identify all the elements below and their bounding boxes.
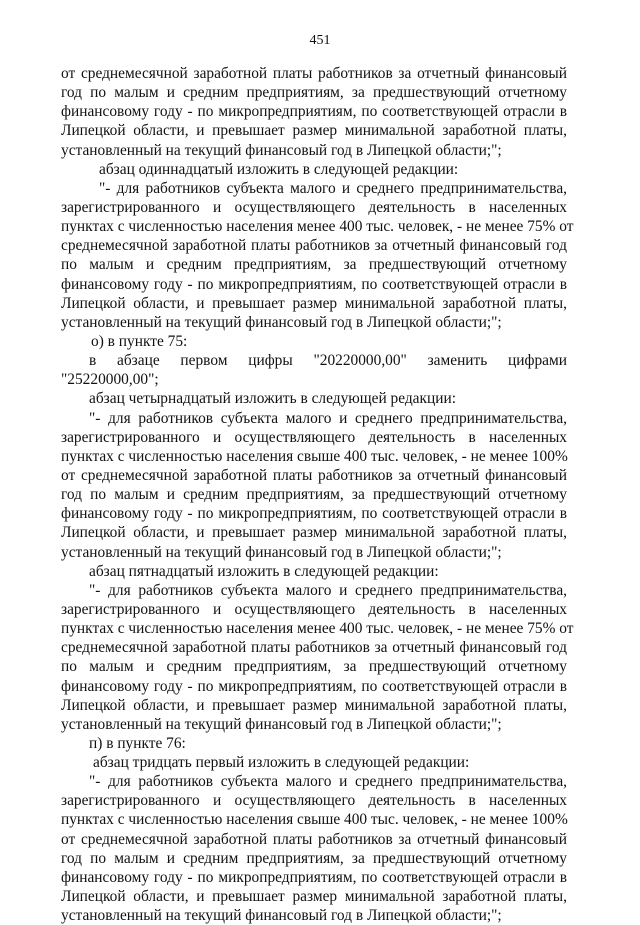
text-line: "- для работников субъекта малого и среднего предпринимательства, — [89, 773, 567, 791]
text-line: финансовому году - по микропредприятиям, по соответствующей отрасли в — [61, 275, 567, 293]
text-line: абзац тридцать первый изложить в следующей редакции: — [93, 754, 470, 772]
text-line: год по малым и средним предприятиям, за предшествующий отчетному — [61, 849, 567, 867]
text-line: год по малым и средним предприятиям, за предшествующий отчетному — [61, 486, 567, 504]
text-line: от среднемесячной заработной платы работников за отчетный финансовый — [61, 830, 567, 848]
text-line: Липецкой области, и превышает размер минимальной заработной платы, — [61, 524, 567, 542]
text-line: пунктах с численностью населения свыше 400 тыс. человек, - не менее 100% — [61, 811, 568, 829]
text-line: от среднемесячной заработной платы работников за отчетный финансовый — [61, 466, 567, 484]
text-line: финансовому году - по микропредприятиям, по соответствующей отрасли в — [61, 505, 567, 523]
text-line: установленный на текущий финансовый год в Липецкой области;"; — [61, 715, 502, 733]
text-line: зарегистрированного и осуществляющего деятельность в населенных — [61, 792, 567, 810]
text-line: пунктах с численностью населения менее 400 тыс. человек, - не менее 75% от — [61, 218, 574, 236]
body-text — [61, 64, 574, 925]
text-line: абзац пятнадцатый изложить в следующей редакции: — [89, 562, 439, 580]
text-line: финансовому году - по микропредприятиям, по соответствующей отрасли в — [61, 103, 567, 121]
text-line: среднемесячной заработной платы работников за отчетный финансовый год — [61, 237, 567, 255]
text-line: "- для работников субъекта малого и среднего предпринимательства, — [99, 179, 567, 197]
page-number: 451 — [309, 33, 331, 48]
text-line: установленный на текущий финансовый год в Липецкой области;"; — [61, 543, 502, 561]
text-line: от среднемесячной заработной платы работников за отчетный финансовый — [61, 65, 567, 82]
text-line: по малым и средним предприятиям, за предшествующий отчетному — [61, 256, 567, 274]
text-line: зарегистрированного и осуществляющего деятельность в населенных — [61, 428, 567, 446]
text-line: зарегистрированного и осуществляющего деятельность в населенных — [61, 600, 567, 618]
text-line: в абзаце первом цифры "20220000,00" заменить цифрами — [89, 352, 567, 370]
text-line: о) в пункте 75: — [91, 332, 188, 350]
text-line: п) в пункте 76: — [89, 734, 186, 752]
text-line: "- для работников субъекта малого и среднего предпринимательства, — [89, 409, 567, 427]
text-line: Липецкой области, и превышает размер минимальной заработной платы, — [61, 888, 567, 906]
text-line: Липецкой области, и превышает размер минимальной заработной платы, — [61, 696, 567, 714]
text-line: установленный на текущий финансовый год в Липецкой области;"; — [61, 141, 502, 159]
text-line: зарегистрированного и осуществляющего деятельность в населенных — [61, 198, 567, 216]
text-line: среднемесячной заработной платы работников за отчетный финансовый год — [61, 639, 567, 657]
text-line: абзац одиннадцатый изложить в следующей редакции: — [99, 160, 459, 178]
text-line: Липецкой области, и превышает размер минимальной заработной платы, — [61, 122, 567, 140]
text-line: "- для работников субъекта малого и среднего предпринимательства, — [89, 581, 567, 599]
text-line: абзац четырнадцатый изложить в следующей редакции: — [89, 390, 456, 408]
text-line: "25220000,00"; — [61, 371, 159, 389]
text-line: установленный на текущий финансовый год в Липецкой области;"; — [61, 313, 502, 331]
text-line: по малым и средним предприятиям, за предшествующий отчетному — [61, 658, 567, 676]
text-line: Липецкой области, и превышает размер минимальной заработной платы, — [61, 294, 567, 312]
text-line: финансовому году - по микропредприятиям, по соответствующей отрасли в — [61, 868, 567, 886]
text-line: финансовому году - по микропредприятиям, по соответствующей отрасли в — [61, 677, 567, 695]
text-line: год по малым и средним предприятиям, за предшествующий отчетному — [61, 84, 567, 102]
text-line: пунктах с численностью населения менее 400 тыс. человек, - не менее 75% от — [61, 620, 574, 638]
text-line: пунктах с численностью населения свыше 400 тыс. человек, - не менее 100% — [61, 447, 568, 465]
text-line: установленный на текущий финансовый год в Липецкой области;"; — [61, 907, 502, 925]
